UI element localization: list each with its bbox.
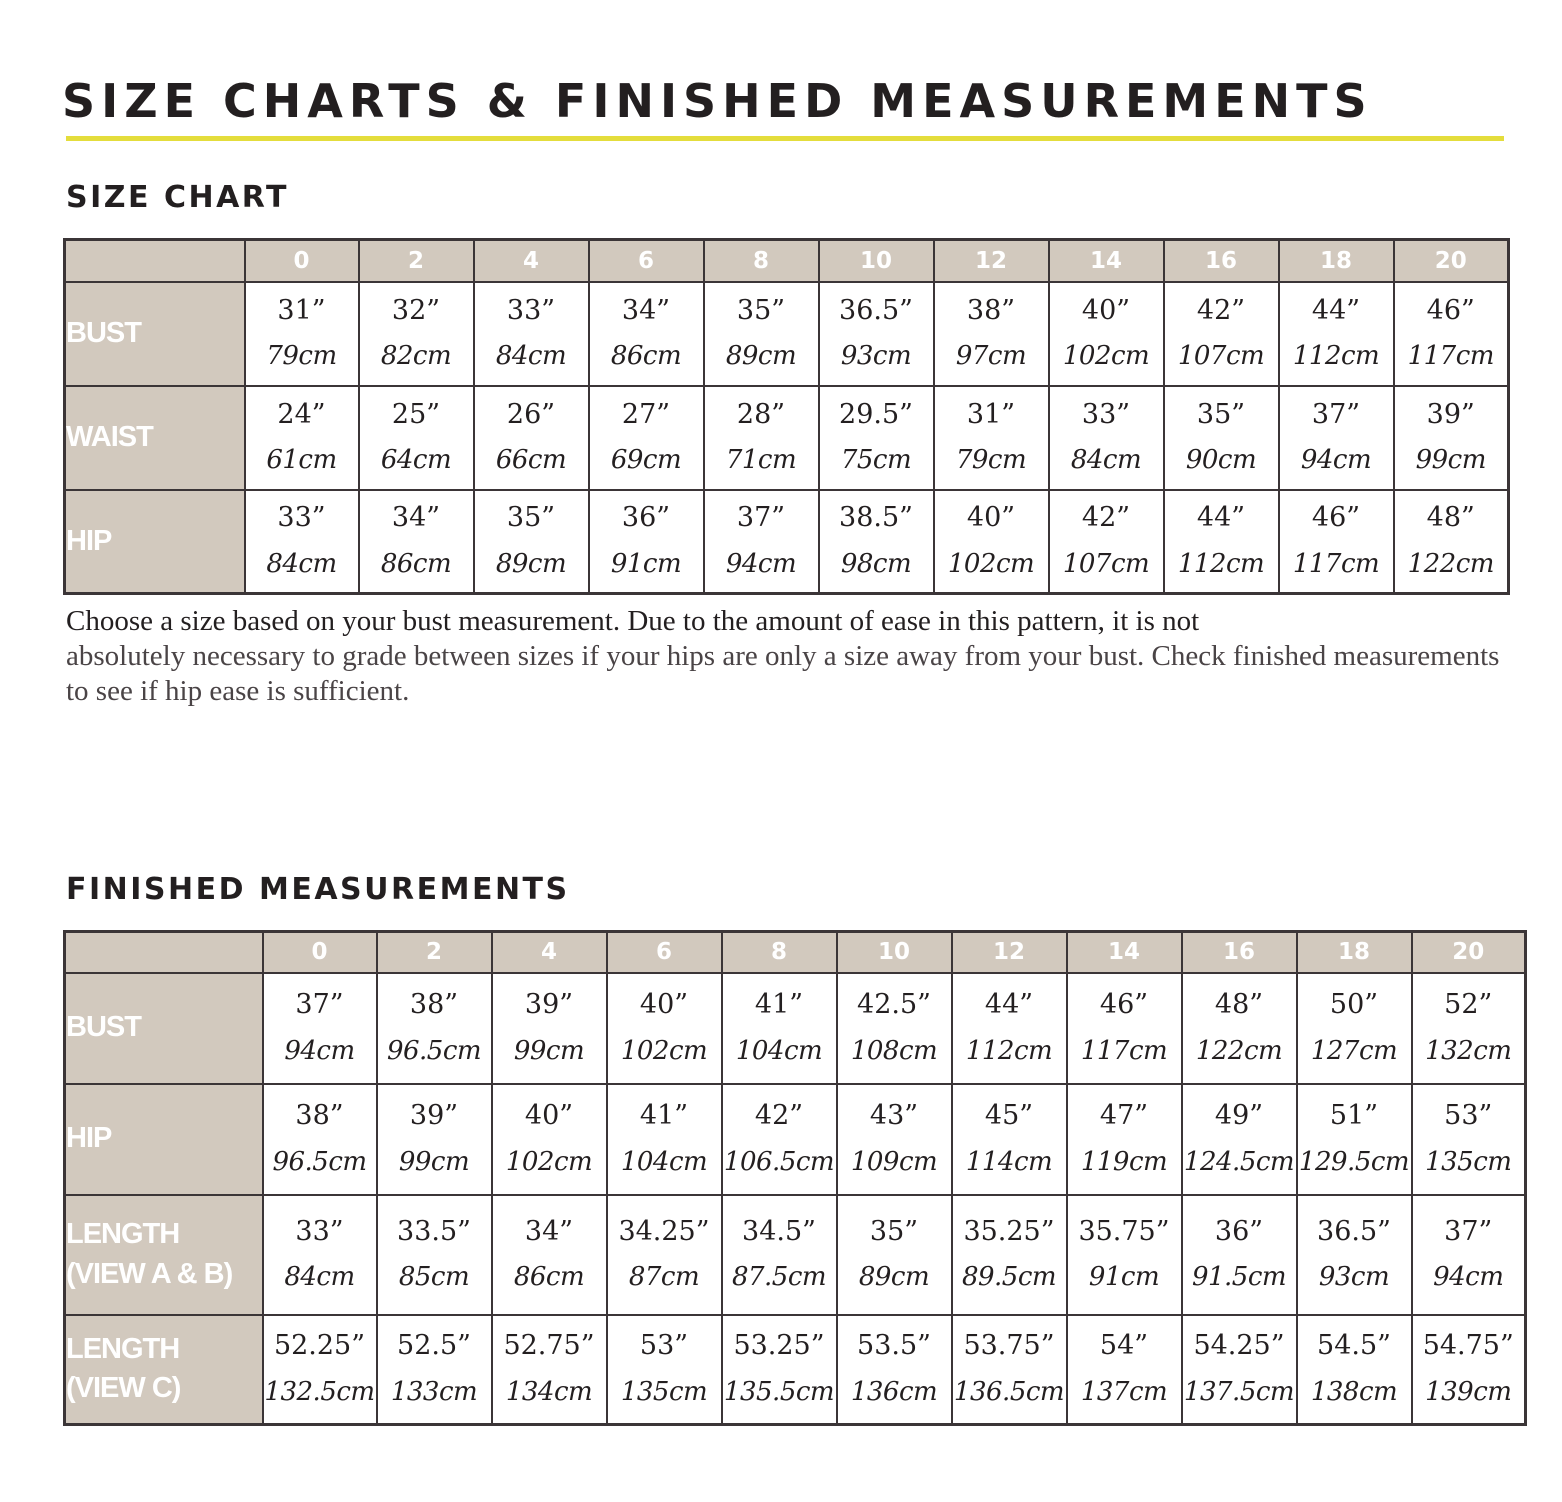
header-corner-cell [65,240,245,282]
row-label-text: WAIST [66,420,153,453]
cm-value: 87.5cm [731,1262,827,1293]
cm-value: 86cm [513,1262,585,1293]
size-header-cell: 20 [1412,932,1526,973]
measurement-cell [704,282,819,386]
inch-value: 26” [506,398,556,430]
inch-value: 53” [639,1330,689,1362]
cm-value: 91cm [610,548,682,579]
inch-value: 53.25” [733,1330,825,1362]
header-corner-cell [65,932,263,973]
cm-value: 69cm [610,445,682,476]
cm-value: 133cm [390,1376,478,1407]
inch-value: 38.5” [839,502,913,534]
inch-value: 47” [1099,1100,1149,1132]
inch-value: 52” [1444,989,1493,1021]
note-line-1: Choose a size based on your bust measurement. Due to the amount of ease in this pattern, it is not [66,605,1200,637]
measurement-cell [492,1315,607,1425]
inch-value: 49” [1214,1100,1264,1132]
measurement-cell [492,973,607,1084]
measurement-row [65,1084,1526,1195]
measurement-cell [492,1084,607,1195]
row-label [65,282,245,386]
page-title: SIZE CHARTS & FINISHED MEASUREMENTS [62,74,1373,128]
measurement-cell [1164,386,1279,490]
inch-value: 35.25” [963,1215,1055,1247]
inch-value: 31” [966,398,1016,430]
measurement-cell [722,1315,837,1425]
cm-value: 107cm [1062,548,1150,579]
measurement-cell [607,1195,722,1315]
inch-value: 52.75” [503,1330,595,1362]
size-header-cell: 16 [1182,932,1297,973]
inch-value: 32” [391,294,441,326]
cm-value: 102cm [620,1035,708,1066]
measurement-cell [492,1195,607,1315]
cm-value: 64cm [380,445,452,476]
inch-value: 27” [621,398,671,430]
inch-value: 45” [984,1100,1034,1132]
cm-value: 89cm [495,548,567,579]
row-label [65,973,263,1084]
size-header-cell: 0 [263,932,377,973]
cm-value: 93cm [1318,1262,1390,1293]
cm-value: 139cm [1425,1376,1512,1407]
measurement-cell [1279,490,1394,594]
size-header-cell: 20 [1394,240,1509,282]
inch-value: 53” [1444,1100,1493,1132]
cm-value: 112cm [1177,548,1265,579]
cm-value: 102cm [947,548,1035,579]
cm-value: 108cm [850,1035,938,1066]
inch-value: 42” [1196,294,1246,326]
measurement-cell [934,386,1049,490]
cm-value: 104cm [620,1146,708,1177]
cm-value: 119cm [1080,1146,1168,1177]
cm-value: 122cm [1407,548,1494,579]
inch-value: 39” [524,989,574,1021]
inch-value: 53.5” [857,1330,931,1362]
inch-value: 33” [506,294,556,326]
measurement-cell [377,1084,492,1195]
measurement-cell [589,386,704,490]
cm-value: 129.5cm [1298,1146,1410,1177]
inch-value: 50” [1329,989,1379,1021]
size-header-cell: 0 [245,240,359,282]
measurement-cell [1394,490,1509,594]
measurement-cell [245,282,359,386]
inch-value: 42” [1081,502,1131,534]
inch-value: 42.5” [857,989,931,1021]
cm-value: 86cm [380,548,452,579]
size-advice-note [66,604,1506,709]
inch-value: 33” [1081,398,1131,430]
measurement-cell [607,1084,722,1195]
cm-value: 94cm [1300,445,1372,476]
measurement-cell [1067,1084,1182,1195]
inch-value: 37” [736,502,786,534]
cm-value: 94cm [725,548,797,579]
size-header-cell: 4 [492,932,607,973]
inch-value: 33.5” [397,1215,471,1247]
cm-value: 134cm [505,1376,593,1407]
inch-value: 41” [639,1100,689,1132]
inch-value: 54.5” [1317,1330,1391,1362]
measurement-row [65,973,1526,1084]
row-label [65,1084,263,1195]
measurement-cell [819,490,934,594]
inch-value: 40” [639,989,689,1021]
measurement-cell [245,490,359,594]
cm-value: 66cm [495,445,567,476]
size-header-cell: 2 [359,240,474,282]
cm-value: 91.5cm [1191,1262,1287,1293]
measurement-cell [837,1315,952,1425]
inch-value: 35” [736,294,786,326]
cm-value: 127cm [1310,1035,1398,1066]
cm-value: 91cm [1088,1262,1160,1293]
measurement-cell [819,386,934,490]
measurement-cell [474,386,589,490]
cm-value: 112cm [1292,341,1380,372]
cm-value: 84cm [284,1262,355,1293]
inch-value: 35” [506,502,556,534]
inch-value: 28” [736,398,786,430]
cm-value: 96.5cm [272,1146,367,1177]
measurement-cell [704,386,819,490]
inch-value: 44” [984,989,1034,1021]
row-label-text: HIP [66,1122,112,1155]
measurement-cell [1049,490,1164,594]
size-chart-title: SIZE CHART [66,180,290,215]
inch-value: 48” [1214,989,1264,1021]
cm-value: 135.5cm [723,1376,835,1407]
cm-value: 136.5cm [953,1376,1065,1407]
inch-value: 37” [295,989,344,1021]
size-header-cell: 12 [934,240,1049,282]
measurement-cell [704,490,819,594]
size-header-row [65,932,1526,973]
cm-value: 106.5cm [723,1146,835,1177]
size-chart-table [63,238,1510,595]
measurement-cell [1412,1315,1526,1425]
cm-value: 71cm [725,445,797,476]
size-header-cell: 2 [377,932,492,973]
inch-value: 37” [1444,1215,1493,1247]
measurement-row [65,1195,1526,1315]
inch-value: 31” [277,294,326,326]
row-label-text: BUST [66,316,141,349]
measurement-cell [722,973,837,1084]
cm-value: 138cm [1310,1376,1398,1407]
cm-value: 117cm [1407,341,1494,372]
inch-value: 25” [391,398,441,430]
measurement-cell [952,1084,1067,1195]
inch-value: 38” [409,989,459,1021]
measurement-cell [1394,282,1509,386]
row-label-text: (VIEW A & B) [66,1257,233,1290]
cm-value: 85cm [398,1262,470,1293]
note-rest: absolutely necessary to grade between sizes if your hips are only a size away from your bust. Check finished measurements to see if hip ease is sufficient. [66,640,1500,707]
cm-value: 97cm [955,341,1027,372]
measurement-cell [1279,386,1394,490]
inch-value: 43” [869,1100,919,1132]
inch-value: 34” [524,1215,574,1247]
inch-value: 53.75” [963,1330,1055,1362]
measurement-cell [952,1195,1067,1315]
size-header-cell: 14 [1049,240,1164,282]
cm-value: 124.5cm [1183,1146,1295,1177]
measurement-cell [1067,1315,1182,1425]
inch-value: 40” [524,1100,574,1132]
measurement-cell [359,490,474,594]
measurement-cell [1067,973,1182,1084]
size-header-cell: 8 [704,240,819,282]
measurement-cell [934,282,1049,386]
cm-value: 79cm [955,445,1027,476]
inch-value: 34” [391,502,441,534]
cm-value: 102cm [505,1146,593,1177]
measurement-cell [607,1315,722,1425]
measurement-cell [1182,973,1297,1084]
cm-value: 98cm [840,548,912,579]
measurement-cell [1182,1084,1297,1195]
inch-value: 46” [1099,989,1149,1021]
measurement-cell [1279,282,1394,386]
size-header-cell: 18 [1297,932,1412,973]
inch-value: 38” [966,294,1016,326]
measurement-cell [837,1084,952,1195]
inch-value: 40” [1081,294,1131,326]
cm-value: 94cm [1433,1262,1504,1293]
measurement-cell [722,1195,837,1315]
cm-value: 84cm [1070,445,1142,476]
measurement-cell [1049,282,1164,386]
size-header-row [65,240,1509,282]
measurement-cell [1297,1315,1412,1425]
inch-value: 29.5” [839,398,913,430]
cm-value: 84cm [266,548,337,579]
title-underline-rule [66,136,1504,141]
inch-value: 35” [869,1215,919,1247]
finished-measurements-table [63,930,1527,1426]
measurement-cell [1182,1315,1297,1425]
measurement-cell [952,1315,1067,1425]
measurement-cell [377,1315,492,1425]
measurement-cell [474,282,589,386]
inch-value: 36.5” [839,294,913,326]
measurement-cell [1164,282,1279,386]
cm-value: 89cm [725,341,797,372]
inch-value: 51” [1329,1100,1379,1132]
cm-value: 86cm [610,341,682,372]
row-label [65,386,245,490]
cm-value: 132.5cm [264,1376,375,1407]
row-label-text: BUST [66,1011,141,1044]
measurement-cell [1164,490,1279,594]
inch-value: 41” [754,989,804,1021]
measurement-cell [263,973,377,1084]
measurement-cell [474,490,589,594]
measurement-cell [1297,973,1412,1084]
measurement-cell [245,386,359,490]
cm-value: 104cm [735,1035,823,1066]
cm-value: 89cm [858,1262,930,1293]
cm-value: 122cm [1195,1035,1283,1066]
measurement-cell [359,386,474,490]
finished-measurements-title: FINISHED MEASUREMENTS [66,872,570,907]
measurement-row [65,386,1509,490]
inch-value: 46” [1311,502,1361,534]
cm-value: 117cm [1292,548,1380,579]
size-header-cell: 12 [952,932,1067,973]
row-label-text: HIP [66,524,112,557]
cm-value: 135cm [620,1376,708,1407]
measurement-cell [589,282,704,386]
size-header-cell: 6 [607,932,722,973]
cm-value: 89.5cm [961,1262,1057,1293]
inch-value: 35.75” [1078,1215,1170,1247]
cm-value: 84cm [495,341,567,372]
inch-value: 33” [277,502,326,534]
measurement-cell [1182,1195,1297,1315]
cm-value: 109cm [850,1146,938,1177]
inch-value: 36.5” [1317,1215,1391,1247]
size-header-cell: 6 [589,240,704,282]
inch-value: 35” [1196,398,1246,430]
cm-value: 136cm [850,1376,938,1407]
cm-value: 61cm [266,445,337,476]
measurement-cell [1297,1084,1412,1195]
size-header-cell: 4 [474,240,589,282]
measurement-cell [263,1084,377,1195]
row-label-text: (VIEW C) [66,1372,181,1405]
inch-value: 37” [1311,398,1361,430]
measurement-row [65,490,1509,594]
inch-value: 24” [277,398,326,430]
size-header-cell: 18 [1279,240,1394,282]
measurement-cell [589,490,704,594]
cm-value: 135cm [1425,1146,1512,1177]
measurement-cell [377,973,492,1084]
cm-value: 132cm [1425,1035,1512,1066]
measurement-cell [1412,973,1526,1084]
inch-value: 54.75” [1422,1330,1514,1362]
cm-value: 107cm [1177,341,1265,372]
measurement-cell [377,1195,492,1315]
row-label-text: LENGTH [66,1218,180,1251]
row-label [65,1195,263,1315]
inch-value: 34.5” [742,1215,816,1247]
row-label [65,490,245,594]
cm-value: 75cm [840,445,912,476]
cm-value: 82cm [380,341,452,372]
inch-value: 46” [1426,294,1475,326]
row-label [65,1315,263,1425]
inch-value: 34” [621,294,671,326]
cm-value: 87cm [628,1262,700,1293]
inch-value: 48” [1426,502,1475,534]
cm-value: 90cm [1185,445,1257,476]
measurement-cell [1412,1084,1526,1195]
measurement-cell [359,282,474,386]
measurement-cell [837,973,952,1084]
measurement-cell [819,282,934,386]
row-label-text: LENGTH [66,1333,180,1366]
size-header-cell: 14 [1067,932,1182,973]
cm-value: 99cm [398,1146,470,1177]
measurement-cell [607,973,722,1084]
inch-value: 54” [1099,1330,1149,1362]
cm-value: 102cm [1062,341,1150,372]
inch-value: 39” [409,1100,459,1132]
size-header-cell: 8 [722,932,837,973]
size-header-cell: 10 [837,932,952,973]
cm-value: 117cm [1080,1035,1168,1066]
inch-value: 33” [295,1215,344,1247]
measurement-cell [722,1084,837,1195]
inch-value: 54.25” [1193,1330,1285,1362]
inch-value: 36” [621,502,671,534]
measurement-cell [263,1315,377,1425]
measurement-cell [1297,1195,1412,1315]
inch-value: 52.25” [273,1330,366,1362]
measurement-cell [837,1195,952,1315]
inch-value: 44” [1311,294,1361,326]
inch-value: 52.5” [397,1330,471,1362]
inch-value: 36” [1214,1215,1264,1247]
cm-value: 93cm [840,341,912,372]
measurement-cell [952,973,1067,1084]
inch-value: 44” [1196,502,1246,534]
cm-value: 137cm [1080,1376,1168,1407]
cm-value: 99cm [513,1035,585,1066]
size-header-cell: 10 [819,240,934,282]
cm-value: 99cm [1415,445,1486,476]
cm-value: 137.5cm [1183,1376,1295,1407]
inch-value: 38” [295,1100,344,1132]
inch-value: 40” [966,502,1016,534]
measurement-row [65,1315,1526,1425]
measurement-cell [263,1195,377,1315]
measurement-cell [1067,1195,1182,1315]
measurement-cell [1412,1195,1526,1315]
measurement-row [65,282,1509,386]
inch-value: 34.25” [618,1215,710,1247]
cm-value: 114cm [965,1146,1053,1177]
inch-value: 39” [1426,398,1475,430]
size-header-cell: 16 [1164,240,1279,282]
cm-value: 79cm [266,341,337,372]
cm-value: 94cm [284,1035,355,1066]
cm-value: 112cm [965,1035,1053,1066]
measurement-cell [1049,386,1164,490]
measurement-cell [934,490,1049,594]
measurement-cell [1394,386,1509,490]
cm-value: 96.5cm [386,1035,482,1066]
inch-value: 42” [754,1100,804,1132]
